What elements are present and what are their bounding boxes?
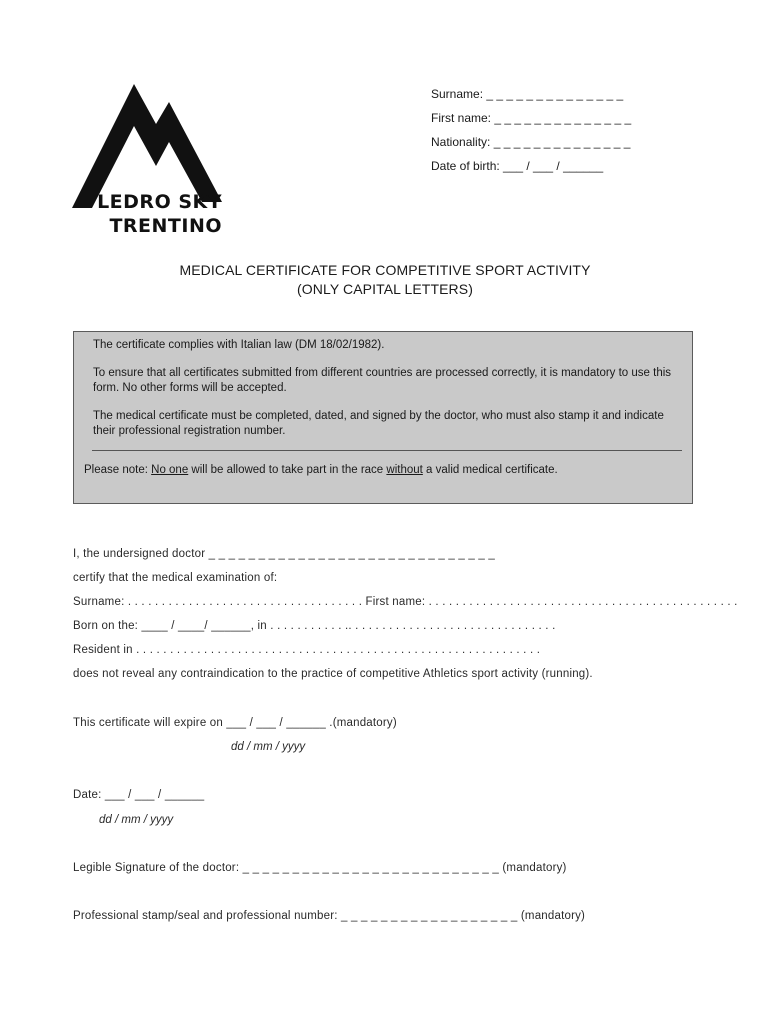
date-field[interactable]: Date: ___ / ___ / ______: [73, 789, 205, 801]
notice-box: [73, 331, 693, 504]
date-hint: dd / mm / yyyy: [99, 814, 174, 826]
certify-text: certify that the medical examination of:: [73, 572, 278, 584]
statement-text: does not reveal any contraindication to the practice of competitive Athletics sport activity (running).: [73, 668, 593, 680]
nationality-field[interactable]: Nationality: _ _ _ _ _ _ _ _ _ _ _ _ _ _: [431, 135, 631, 149]
stamp-field[interactable]: Professional stamp/seal and professional number: _ _ _ _ _ _ _ _ _ _ _ _ _ _ _ _ _ _ (mandatory): [73, 910, 586, 922]
expiry-date-hint: dd / mm / yyyy: [231, 741, 306, 753]
doctor-name-field[interactable]: I, the undersigned doctor _ _ _ _ _ _ _ _ _ _ _ _ _ _ _ _ _ _ _ _ _ _ _ _ _ _ _ _ _: [73, 548, 495, 560]
ledro-sky-trentino-logo: [72, 84, 226, 240]
note-prefix: Please note:: [84, 464, 152, 476]
resident-field[interactable]: Resident in . . . . . . . . . . . . . . . . . . . . . . . . . . . . . . . . . . . . . . . . . . . . . . . . . . . . . . . . . . . .: [73, 644, 541, 656]
document-subtitle: (ONLY CAPITAL LETTERS): [297, 281, 473, 297]
first-name-field[interactable]: First name: _ _ _ _ _ _ _ _ _ _ _ _ _ _: [431, 111, 632, 125]
surname-field[interactable]: Surname: _ _ _ _ _ _ _ _ _ _ _ _ _ _: [431, 87, 624, 101]
note-no-one: No one: [151, 464, 189, 476]
expiry-date-field[interactable]: This certificate will expire on ___ / ___ / ______ .(mandatory): [73, 717, 397, 729]
notice-mandatory-form: To ensure that all certificates submitted from different countries are processed correctly, it is mandatory to use this form. No other forms will be accepted.: [93, 367, 672, 394]
notice-doctor-stamp: The medical certificate must be completed, dated, and signed by the doctor, who must also stamp it and indicate their professional registration number.: [93, 410, 664, 437]
notice-divider: [92, 450, 682, 451]
notice-law: The certificate complies with Italian law (DM 18/02/1982).: [93, 339, 385, 351]
signature-field[interactable]: Legible Signature of the doctor: _ _ _ _ _ _ _ _ _ _ _ _ _ _ _ _ _ _ _ _ _ _ _ _ _ _ (mandatory): [73, 862, 567, 874]
logo-line1: LEDRO SKY: [97, 191, 222, 213]
document-title: MEDICAL CERTIFICATE FOR COMPETITIVE SPORT ACTIVITY: [179, 262, 591, 278]
logo-line2: TRENTINO: [109, 215, 222, 237]
note-without: without: [386, 464, 423, 476]
born-field[interactable]: Born on the: ____ / ____/ ______, in . . . . . . . . . . . .. . . . . . . . . . . . . . . . . . . . . . . . . . . . . . .: [73, 620, 556, 632]
patient-names-field[interactable]: Surname: . . . . . . . . . . . . . . . . . . . . . . . . . . . . . . . . . . . First name: . . . . . . . . . . . . . . . . . . . . . . . . . . . . . . . . . . . . . . . . . . . . . .: [73, 596, 738, 608]
note-suffix: a valid medical certificate.: [422, 464, 558, 476]
note-mid: will be allowed to take part in the race: [188, 464, 387, 476]
notice-please-note: [84, 463, 684, 478]
date-of-birth-field[interactable]: Date of birth: ___ / ___ / ______: [431, 159, 604, 173]
athlete-id-fields: [431, 86, 631, 182]
